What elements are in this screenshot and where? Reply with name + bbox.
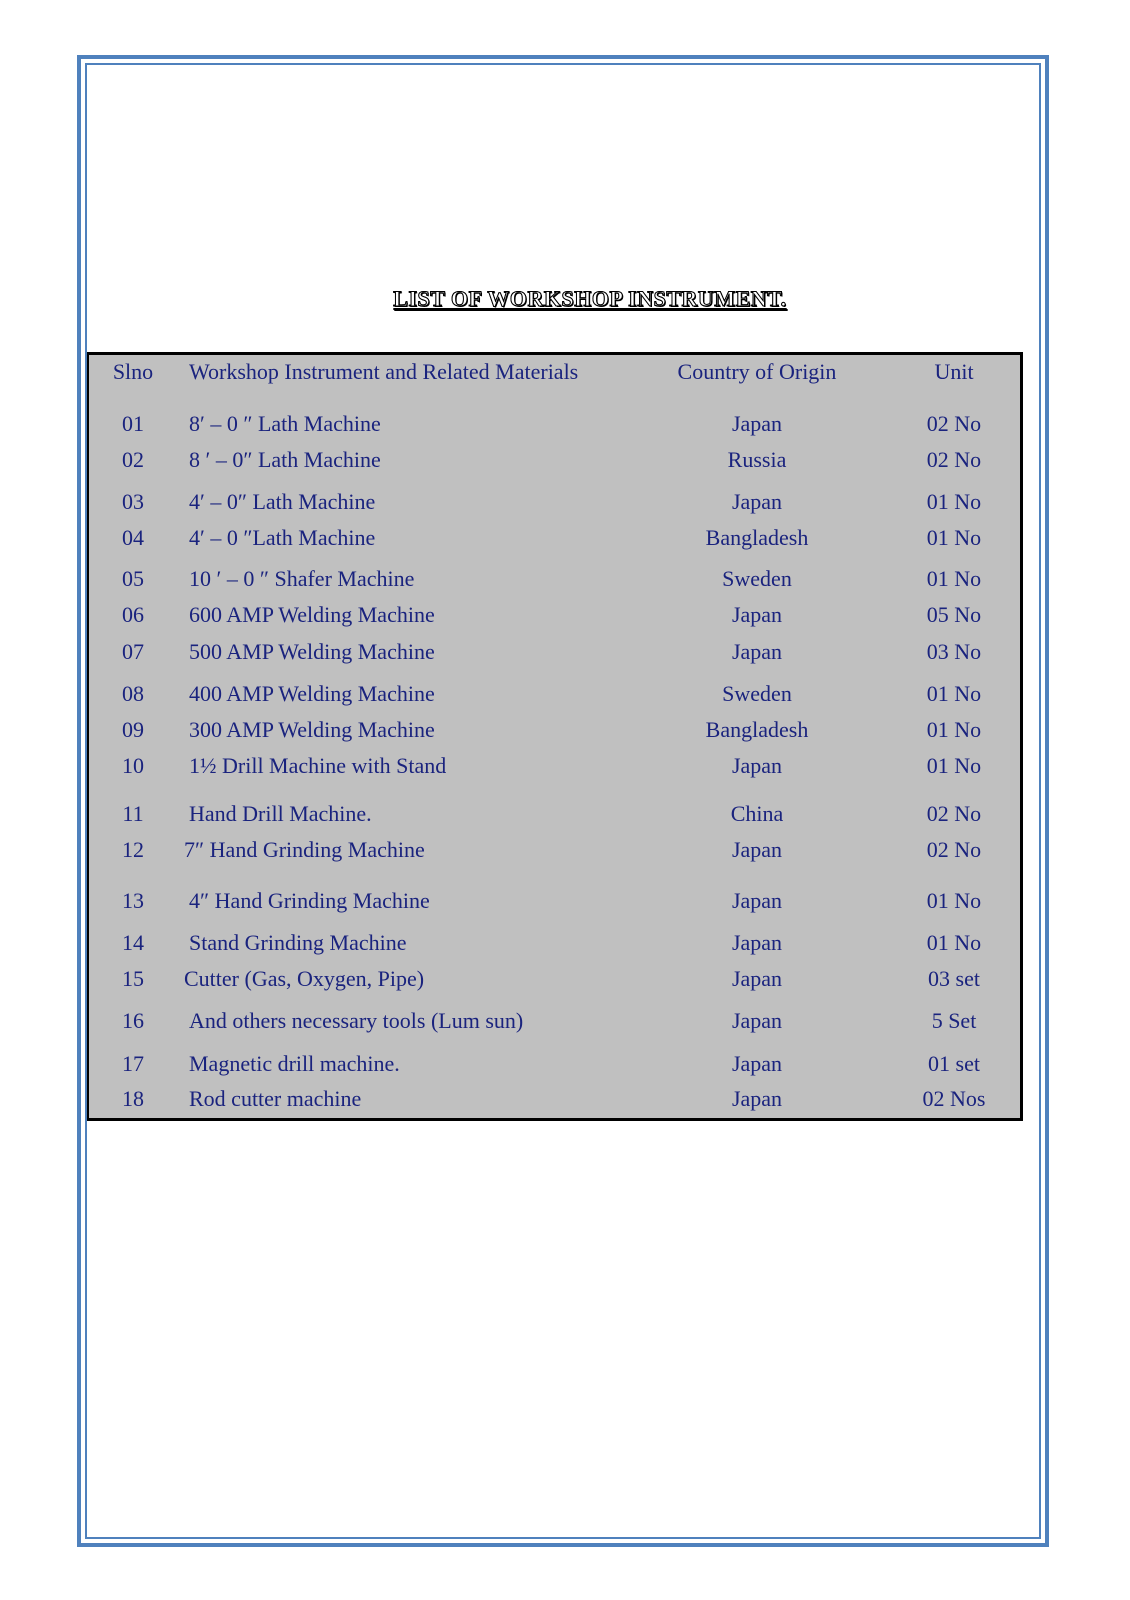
row-slno: 01	[122, 411, 144, 436]
row-unit: 01 No	[926, 753, 982, 778]
row-slno: 16	[122, 1008, 144, 1033]
row-slno: 02	[122, 447, 144, 472]
row-origin: Japan	[731, 888, 783, 913]
row-slno: 15	[122, 966, 144, 991]
row-slno: 03	[122, 489, 144, 514]
row-item: 600 AMP Welding Machine	[189, 602, 435, 627]
row-slno: 10	[122, 753, 144, 778]
row-unit: 01 No	[926, 930, 982, 955]
row-item: 4″ Hand Grinding Machine	[189, 888, 430, 913]
row-item: Hand Drill Machine.	[189, 801, 372, 826]
row-unit: 02 No	[926, 837, 982, 862]
row-unit: 01 set	[928, 1051, 980, 1076]
row-unit: 01 No	[926, 681, 982, 706]
row-item: Stand Grinding Machine	[189, 930, 407, 955]
row-unit: 03 set	[928, 966, 980, 991]
row-slno: 17	[122, 1051, 144, 1076]
row-item: 4′ – 0″ Lath Machine	[189, 489, 376, 514]
row-origin: Sweden	[722, 566, 792, 591]
header-unit: Unit	[934, 359, 974, 384]
row-item: 300 AMP Welding Machine	[189, 717, 435, 742]
row-origin: Japan	[731, 1086, 783, 1111]
row-unit: 01 No	[926, 525, 982, 550]
row-slno: 12	[122, 837, 144, 862]
row-unit: 02 No	[926, 801, 982, 826]
row-unit: 01 No	[926, 566, 982, 591]
row-item: 500 AMP Welding Machine	[189, 639, 435, 664]
row-item: 10 ′ – 0 ″ Shafer Machine	[189, 566, 415, 591]
row-origin: Bangladesh	[705, 525, 809, 550]
row-item: 8′ – 0 ″ Lath Machine	[189, 411, 381, 436]
row-unit: 02 Nos	[922, 1086, 986, 1111]
page-title: LIST OF WORKSHOP INSTRUMENT.	[393, 286, 787, 311]
row-origin: Sweden	[722, 681, 792, 706]
header-slno: Slno	[112, 359, 154, 384]
row-unit: 02 No	[926, 411, 982, 436]
row-unit: 01 No	[926, 888, 982, 913]
row-item: 400 AMP Welding Machine	[189, 681, 435, 706]
row-origin: Japan	[731, 639, 783, 664]
row-origin: Japan	[731, 1051, 783, 1076]
row-item: Rod cutter machine	[189, 1086, 362, 1111]
row-origin: Japan	[731, 1008, 783, 1033]
row-origin: Japan	[731, 753, 783, 778]
row-slno: 18	[122, 1086, 144, 1111]
row-item: 4′ – 0 ″Lath Machine	[189, 525, 376, 550]
row-item: Cutter (Gas, Oxygen, Pipe)	[184, 966, 425, 991]
row-unit: 03 No	[926, 639, 982, 664]
row-unit: 02 No	[926, 447, 982, 472]
instrument-table	[87, 352, 1023, 1121]
header-item: Workshop Instrument and Related Materials	[189, 359, 579, 384]
row-slno: 14	[122, 930, 144, 955]
row-origin: Bangladesh	[705, 717, 809, 742]
row-origin: Japan	[731, 930, 783, 955]
row-origin: Russia	[727, 447, 787, 472]
row-item: 1½ Drill Machine with Stand	[189, 753, 447, 778]
row-origin: Japan	[731, 837, 783, 862]
header-origin: Country of Origin	[677, 359, 837, 384]
row-origin: China	[730, 801, 784, 826]
row-slno: 05	[122, 566, 144, 591]
row-unit: 01 No	[926, 717, 982, 742]
row-slno: 04	[122, 525, 144, 550]
row-slno: 06	[122, 602, 144, 627]
row-slno: 13	[122, 888, 144, 913]
row-origin: Japan	[731, 966, 783, 991]
row-slno: 08	[122, 681, 144, 706]
row-origin: Japan	[731, 411, 783, 436]
row-slno: 09	[122, 717, 144, 742]
row-item: Magnetic drill machine.	[189, 1051, 400, 1076]
row-unit: 5 Set	[931, 1008, 977, 1033]
row-unit: 01 No	[926, 489, 982, 514]
row-slno: 11	[122, 801, 144, 826]
row-unit: 05 No	[926, 602, 982, 627]
row-origin: Japan	[731, 489, 783, 514]
row-slno: 07	[122, 639, 144, 664]
row-item: And others necessary tools (Lum sun)	[189, 1008, 524, 1033]
row-item: 7″ Hand Grinding Machine	[184, 837, 425, 862]
row-origin: Japan	[731, 602, 783, 627]
row-item: 8 ′ – 0″ Lath Machine	[189, 447, 381, 472]
